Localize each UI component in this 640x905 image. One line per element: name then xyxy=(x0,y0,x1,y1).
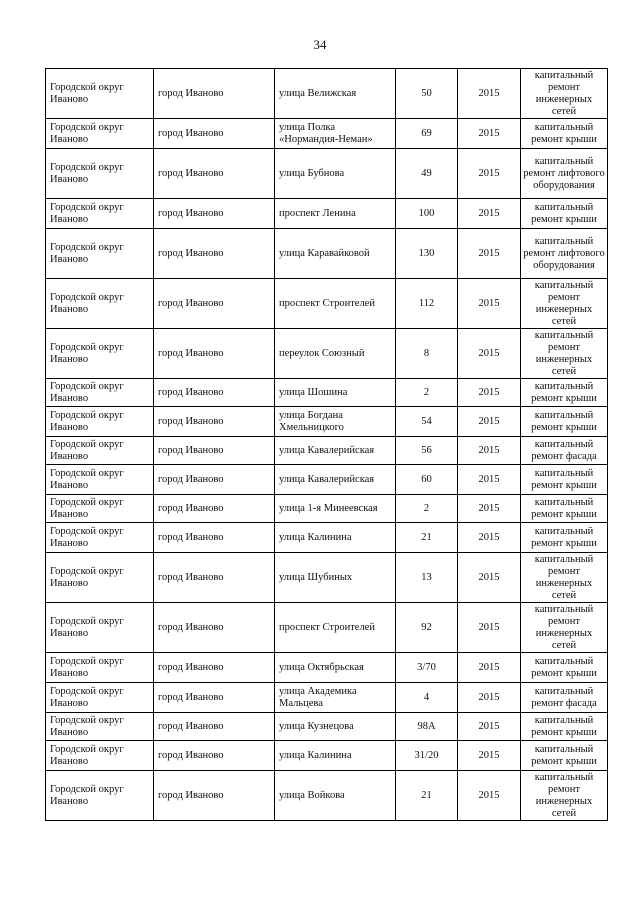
house-number-cell: 3/70 xyxy=(396,653,458,683)
house-number-cell: 49 xyxy=(396,149,458,199)
table-row xyxy=(46,603,608,653)
house-number-cell: 13 xyxy=(396,553,458,603)
work-type-cell: капитальный ремонт инженерных сетей xyxy=(521,329,608,379)
city-cell: город Иваново xyxy=(154,329,275,379)
year-cell: 2015 xyxy=(458,713,521,741)
table-row xyxy=(46,407,608,437)
city-cell: город Иваново xyxy=(154,603,275,653)
house-number-cell: 54 xyxy=(396,407,458,437)
house-number-cell: 130 xyxy=(396,229,458,279)
house-number-cell: 50 xyxy=(396,69,458,119)
street-cell: улица Войкова xyxy=(275,771,396,821)
work-type-cell: капитальный ремонт крыши xyxy=(521,199,608,229)
district-cell: Городской округ Иваново xyxy=(46,199,154,229)
city-cell: город Иваново xyxy=(154,149,275,199)
work-type-cell: капитальный ремонт крыши xyxy=(521,465,608,495)
house-number-cell: 4 xyxy=(396,683,458,713)
city-cell: город Иваново xyxy=(154,69,275,119)
district-cell: Городской округ Иваново xyxy=(46,407,154,437)
year-cell: 2015 xyxy=(458,379,521,407)
city-cell: город Иваново xyxy=(154,741,275,771)
street-cell: переулок Союзный xyxy=(275,329,396,379)
street-cell: улица Кавалерийская xyxy=(275,437,396,465)
street-cell: улица Богдана Хмельницкого xyxy=(275,407,396,437)
street-cell: улица Велижская xyxy=(275,69,396,119)
city-cell: город Иваново xyxy=(154,407,275,437)
work-type-cell: капитальный ремонт инженерных сетей xyxy=(521,69,608,119)
table-body xyxy=(46,69,608,821)
work-type-cell: капитальный ремонт лифтового оборудования xyxy=(521,149,608,199)
table-row xyxy=(46,465,608,495)
city-cell: город Иваново xyxy=(154,279,275,329)
city-cell: город Иваново xyxy=(154,713,275,741)
district-cell: Городской округ Иваново xyxy=(46,437,154,465)
district-cell: Городской округ Иваново xyxy=(46,523,154,553)
street-cell: улица Октябрьская xyxy=(275,653,396,683)
street-cell: улица 1-я Минеевская xyxy=(275,495,396,523)
district-cell: Городской округ Иваново xyxy=(46,119,154,149)
city-cell: город Иваново xyxy=(154,229,275,279)
street-cell: улица Калинина xyxy=(275,523,396,553)
work-type-cell: капитальный ремонт крыши xyxy=(521,653,608,683)
work-type-cell: капитальный ремонт инженерных сетей xyxy=(521,603,608,653)
work-type-cell: капитальный ремонт крыши xyxy=(521,495,608,523)
city-cell: город Иваново xyxy=(154,771,275,821)
street-cell: улица Шошина xyxy=(275,379,396,407)
house-number-cell: 92 xyxy=(396,603,458,653)
city-cell: город Иваново xyxy=(154,683,275,713)
work-type-cell: капитальный ремонт крыши xyxy=(521,407,608,437)
street-cell: улица Академика Мальцева xyxy=(275,683,396,713)
table-row xyxy=(46,119,608,149)
table-row xyxy=(46,229,608,279)
work-type-cell: капитальный ремонт крыши xyxy=(521,119,608,149)
year-cell: 2015 xyxy=(458,119,521,149)
city-cell: город Иваново xyxy=(154,553,275,603)
table-row xyxy=(46,69,608,119)
work-type-cell: капитальный ремонт лифтового оборудования xyxy=(521,229,608,279)
table-row xyxy=(46,279,608,329)
work-type-cell: капитальный ремонт крыши xyxy=(521,713,608,741)
year-cell: 2015 xyxy=(458,553,521,603)
district-cell: Городской округ Иваново xyxy=(46,653,154,683)
table-row xyxy=(46,495,608,523)
street-cell: улица Шубиных xyxy=(275,553,396,603)
table-row xyxy=(46,523,608,553)
city-cell: город Иваново xyxy=(154,465,275,495)
city-cell: город Иваново xyxy=(154,379,275,407)
table-row xyxy=(46,683,608,713)
house-number-cell: 69 xyxy=(396,119,458,149)
work-type-cell: капитальный ремонт фасада xyxy=(521,437,608,465)
district-cell: Городской округ Иваново xyxy=(46,229,154,279)
year-cell: 2015 xyxy=(458,229,521,279)
page-number: 34 xyxy=(313,37,327,52)
work-type-cell: капитальный ремонт инженерных сетей xyxy=(521,771,608,821)
street-cell: проспект Строителей xyxy=(275,603,396,653)
house-number-cell: 98А xyxy=(396,713,458,741)
district-cell: Городской округ Иваново xyxy=(46,683,154,713)
city-cell: город Иваново xyxy=(154,199,275,229)
district-cell: Городской округ Иваново xyxy=(46,329,154,379)
work-type-cell: капитальный ремонт крыши xyxy=(521,523,608,553)
city-cell: город Иваново xyxy=(154,119,275,149)
house-number-cell: 8 xyxy=(396,329,458,379)
city-cell: город Иваново xyxy=(154,523,275,553)
house-number-cell: 21 xyxy=(396,771,458,821)
year-cell: 2015 xyxy=(458,199,521,229)
district-cell: Городской округ Иваново xyxy=(46,713,154,741)
year-cell: 2015 xyxy=(458,495,521,523)
year-cell: 2015 xyxy=(458,603,521,653)
district-cell: Городской округ Иваново xyxy=(46,603,154,653)
work-type-cell: капитальный ремонт инженерных сетей xyxy=(521,279,608,329)
house-number-cell: 56 xyxy=(396,437,458,465)
year-cell: 2015 xyxy=(458,437,521,465)
house-number-cell: 2 xyxy=(396,495,458,523)
year-cell: 2015 xyxy=(458,653,521,683)
work-type-cell: капитальный ремонт инженерных сетей xyxy=(521,553,608,603)
house-number-cell: 112 xyxy=(396,279,458,329)
street-cell: проспект Ленина xyxy=(275,199,396,229)
year-cell: 2015 xyxy=(458,279,521,329)
street-cell: улица Полка «Нормандия-Неман» xyxy=(275,119,396,149)
district-cell: Городской округ Иваново xyxy=(46,465,154,495)
street-cell: улица Каравайковой xyxy=(275,229,396,279)
district-cell: Городской округ Иваново xyxy=(46,379,154,407)
table-row xyxy=(46,771,608,821)
district-cell: Городской округ Иваново xyxy=(46,553,154,603)
house-number-cell: 60 xyxy=(396,465,458,495)
street-cell: улица Кавалерийская xyxy=(275,465,396,495)
house-number-cell: 100 xyxy=(396,199,458,229)
table-row xyxy=(46,199,608,229)
year-cell: 2015 xyxy=(458,407,521,437)
street-cell: улица Кузнецова xyxy=(275,713,396,741)
street-cell: улица Бубнова xyxy=(275,149,396,199)
table-row xyxy=(46,379,608,407)
work-type-cell: капитальный ремонт фасада xyxy=(521,683,608,713)
district-cell: Городской округ Иваново xyxy=(46,149,154,199)
year-cell: 2015 xyxy=(458,465,521,495)
house-number-cell: 2 xyxy=(396,379,458,407)
table-row xyxy=(46,553,608,603)
year-cell: 2015 xyxy=(458,771,521,821)
table-row xyxy=(46,653,608,683)
table-row xyxy=(46,741,608,771)
district-cell: Городской округ Иваново xyxy=(46,741,154,771)
year-cell: 2015 xyxy=(458,149,521,199)
year-cell: 2015 xyxy=(458,523,521,553)
table-row xyxy=(46,713,608,741)
year-cell: 2015 xyxy=(458,69,521,119)
district-cell: Городской округ Иваново xyxy=(46,771,154,821)
repair-program-table xyxy=(45,68,608,821)
district-cell: Городской округ Иваново xyxy=(46,69,154,119)
work-type-cell: капитальный ремонт крыши xyxy=(521,379,608,407)
table-row xyxy=(46,149,608,199)
street-cell: проспект Строителей xyxy=(275,279,396,329)
district-cell: Городской округ Иваново xyxy=(46,495,154,523)
house-number-cell: 21 xyxy=(396,523,458,553)
work-type-cell: капитальный ремонт крыши xyxy=(521,741,608,771)
year-cell: 2015 xyxy=(458,741,521,771)
house-number-cell: 31/20 xyxy=(396,741,458,771)
year-cell: 2015 xyxy=(458,683,521,713)
city-cell: город Иваново xyxy=(154,437,275,465)
city-cell: город Иваново xyxy=(154,653,275,683)
table-row xyxy=(46,437,608,465)
table-row xyxy=(46,329,608,379)
district-cell: Городской округ Иваново xyxy=(46,279,154,329)
city-cell: город Иваново xyxy=(154,495,275,523)
year-cell: 2015 xyxy=(458,329,521,379)
street-cell: улица Калинина xyxy=(275,741,396,771)
